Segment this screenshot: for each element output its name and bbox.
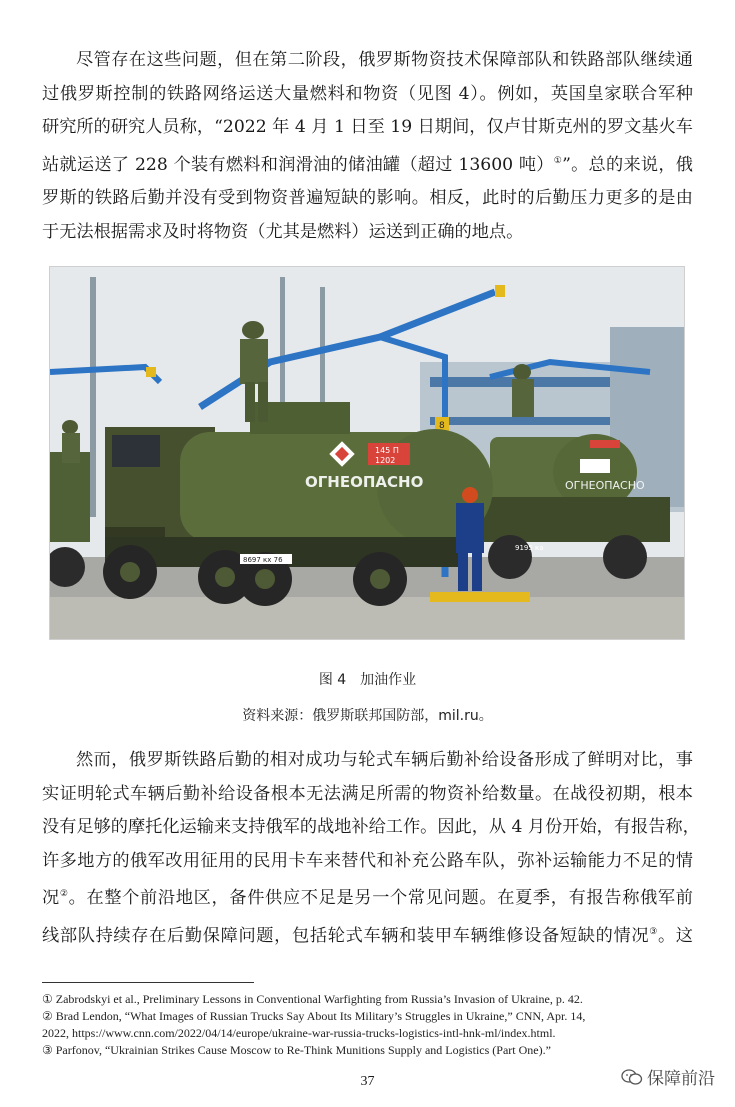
text-segment: 。在整个前沿地区，备件供应不足是另一个常见问题。在夏季，有报告称俄军前	[68, 888, 693, 909]
text-line: 研究所的研究人员称，“2022 年 4 月 1 日至 19 日期间，仅卢甘斯克州的罗文基火车	[42, 117, 693, 138]
watermark-text: 保障前沿	[647, 1069, 715, 1089]
text-line	[42, 878, 693, 916]
wechat-icon	[621, 1068, 643, 1086]
post-number: 8	[439, 421, 445, 431]
footnote-divider	[42, 982, 254, 983]
figure-source: 资料来源：俄罗斯联邦国防部，mil.ru。	[242, 708, 493, 724]
plate-right: 9195 ка	[515, 544, 544, 552]
body-paragraph-1	[42, 44, 693, 250]
text-line: 过俄罗斯控制的铁路网络运送大量燃料和物资（见图 4）。例如，英国皇家联合军种	[42, 83, 693, 104]
footnote-2-cont: 2022, https://www.cnn.com/2022/04/14/europe/ukraine-war-russia-trucks-logistics-intl-hnk-ml/index.html.	[42, 1026, 556, 1040]
text-line: 罗斯的铁路后勤并没有受到物资普遍短缺的影响。相反，此时的后勤压力更多的是由	[42, 188, 693, 209]
body-paragraph-2	[42, 744, 700, 954]
text-segment: 线部队持续存在后勤保障问题，包括轮式车辆和装甲车辆维修设备短缺的情况	[42, 925, 650, 946]
text-line: 实证明轮式车辆后勤补给设备根本无法满足所需的物资补给数量。在战役初期，根本	[42, 783, 693, 804]
tank-label-main: ОГНЕОПАСНО	[305, 473, 424, 491]
hazard-code-top: 145 П	[375, 446, 399, 455]
plate-left: 8697 кх 76	[243, 556, 283, 564]
text-segment: 站就运送了 228 个装有燃料和润滑油的储油罐（超过 13600 吨）	[42, 154, 554, 175]
text-line: 尽管存在这些问题，但在第二阶段，俄罗斯物资技术保障部队和铁路部队继续通	[76, 50, 693, 70]
text-segment: 。这	[657, 925, 693, 946]
hazard-code-bottom: 1202	[375, 456, 396, 465]
figure-photo-refueling	[49, 266, 685, 640]
footnote-2: ② Brad Lendon, “What Images of Russian Trucks Say About Its Military’s Struggles in Ukraine,” CNN, Apr. 14,	[42, 1009, 586, 1023]
refueling-scene	[50, 267, 684, 639]
figure-caption: 图 4 加油作业	[318, 672, 417, 688]
footnote-3: ③ Parfonov, “Ukrainian Strikes Cause Moscow to Re-Think Munitions Supply and Logistics (Part One).”	[42, 1043, 551, 1057]
page-number: 37	[360, 1074, 375, 1089]
tank-label-right: ОГНЕОПАСНО	[565, 479, 645, 492]
footnote-1: ① Zabrodskyi et al., Preliminary Lessons in Conventional Warfighting from Russia’s Invasion of Ukraine, p. 42.	[42, 992, 583, 1006]
text-segment: ”。总的来说，俄	[562, 154, 693, 175]
text-line	[42, 145, 693, 183]
text-line: 没有足够的摩托化运输来支持俄军的战地补给工作。因此，从 4 月份开始，有报告称，	[42, 817, 700, 838]
text-line	[42, 916, 693, 954]
text-segment: 况	[42, 888, 60, 909]
text-line: 于无法根据需求及时将物资（尤其是燃料）运送到正确的地点。	[42, 221, 524, 242]
footnotes	[42, 991, 692, 1059]
footnote-ref-1[interactable]: ①	[553, 155, 563, 166]
text-line: 然而，俄罗斯铁路后勤的相对成功与轮式车辆后勤补给设备形成了鲜明对比，事	[76, 750, 693, 770]
text-line: 许多地方的俄军改用征用的民用卡车来替代和补充公路车队，弥补运输能力不足的情	[42, 850, 693, 871]
watermark	[621, 1064, 715, 1089]
footnote-ref-3[interactable]: ③	[649, 926, 658, 937]
footnote-ref-2[interactable]: ②	[59, 889, 69, 900]
